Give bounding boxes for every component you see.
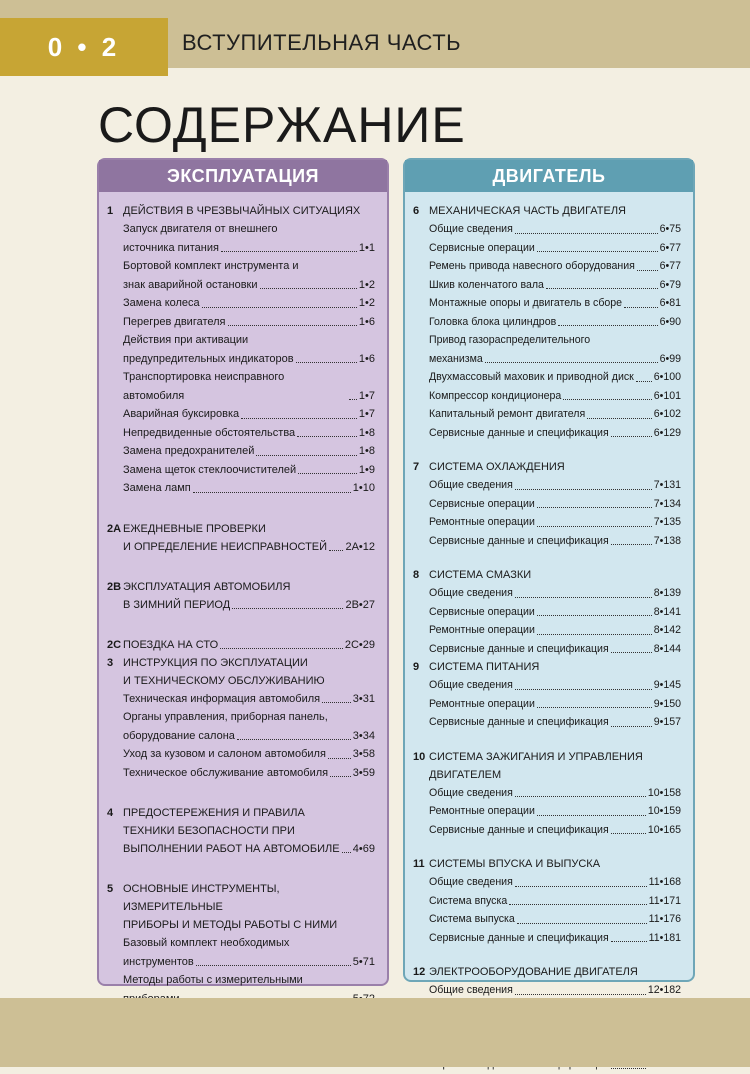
toc-section-1	[107, 202, 375, 498]
section-title: СИСТЕМА СМАЗКИ	[429, 569, 532, 581]
toc-entry[interactable]	[123, 239, 375, 258]
toc-section-8	[413, 566, 681, 658]
page-ref: 9•145	[653, 679, 681, 691]
dot-leader	[558, 325, 657, 326]
page-ref: 12•182	[647, 984, 681, 996]
page-ref: 7•135	[653, 516, 681, 528]
toc-entry[interactable]	[123, 276, 375, 295]
toc-entry-label: оборудование салона	[123, 729, 235, 742]
section-title-line: ОСНОВНЫЕ ИНСТРУМЕНТЫ, ИЗМЕРИТЕЛЬНЫЕ	[123, 883, 280, 913]
toc-entry-label: знак аварийной остановки	[123, 278, 258, 291]
page-ref: 2A•12	[345, 540, 375, 553]
toc-entry-label: Система выпуска	[429, 913, 515, 925]
toc-entry[interactable]	[429, 405, 681, 424]
panel-heading: ЭКСПЛУАТАЦИЯ	[99, 160, 387, 192]
dot-leader	[563, 399, 651, 400]
toc-entry-label: инструментов	[123, 955, 194, 968]
toc-panel-operation	[97, 158, 389, 986]
section-number: 2A	[107, 522, 122, 535]
toc-entry[interactable]	[429, 981, 681, 1000]
section-number: 12	[413, 966, 426, 978]
dot-leader	[636, 381, 652, 382]
toc-entry-label: Сервисные данные и спецификация	[429, 823, 609, 836]
toc-entry[interactable]	[123, 953, 375, 972]
section-title: ДЕЙСТВИЯ В ЧРЕЗВЫЧАЙНЫХ СИТУАЦИЯХ	[123, 205, 361, 217]
dot-leader	[193, 492, 351, 493]
toc-entry[interactable]	[123, 294, 375, 313]
page-ref: 6•100	[653, 371, 681, 383]
section-title-line: ЭКСПЛУАТАЦИЯ АВТОМОБИЛЯ	[123, 580, 291, 593]
toc-entry-label: Ремонтные операции	[429, 697, 535, 710]
toc-entry-label: Перегрев двигателя	[123, 315, 226, 328]
toc-entry[interactable]	[429, 910, 681, 929]
section-title-line: ПРЕДОСТЕРЕЖЕНИЯ И ПРАВИЛА	[123, 807, 305, 819]
toc-entry-label: Ремонтные операции	[429, 624, 535, 636]
dot-leader	[196, 965, 351, 966]
toc-section-9	[413, 658, 681, 732]
section-title-line: ЕЖЕДНЕВНЫЕ ПРОВЕРКИ	[123, 522, 266, 535]
toc-entry-label: Общие сведения	[429, 984, 513, 996]
page-ref: 1•9	[358, 463, 375, 476]
toc-section-2a[interactable]	[107, 520, 375, 556]
toc-entry-label: Техническое обслуживание автомобиля	[123, 766, 329, 779]
page-ref: 11•176	[648, 913, 681, 925]
page-ref: 9•150	[653, 697, 681, 710]
section-title: СИСТЕМЫ ВПУСКА И ВЫПУСКА	[429, 858, 601, 870]
dot-leader	[537, 707, 652, 708]
toc-entry-label: Общие сведения	[429, 679, 513, 691]
toc-entry[interactable]	[429, 892, 681, 911]
toc-entry-label: Общие сведения	[429, 876, 513, 888]
toc-entry[interactable]	[429, 929, 681, 948]
toc-entry-label: Общие сведения	[429, 223, 513, 235]
section-number: 7	[413, 461, 420, 473]
page-ref: 1•8	[358, 445, 375, 457]
section-title-line: СИСТЕМА ЗАЖИГАНИЯ И УПРАВЛЕНИЯ	[429, 750, 643, 763]
dot-leader	[260, 288, 357, 289]
page-ref: 10•165	[647, 823, 681, 836]
toc-entry[interactable]	[123, 350, 375, 369]
toc-entry-label: Привод газораспределительного	[429, 334, 591, 346]
section-title-line: ВЫПОЛНЕНИИ РАБОТ НА АВТОМОБИЛЕ	[123, 843, 340, 855]
page-ref: 6•101	[653, 389, 681, 402]
toc-section-2b[interactable]	[107, 578, 375, 614]
toc-entry-label: Двухмассовый маховик и приводной диск	[429, 371, 634, 383]
dot-leader	[515, 994, 646, 995]
page-ref: 6•79	[659, 278, 681, 291]
section-title-line: ДВИГАТЕЛЕМ	[429, 768, 502, 781]
page-ref: 1•6	[358, 352, 375, 365]
toc-entry-label: предупредительных индикаторов	[123, 352, 294, 365]
section-title-line: И ОПРЕДЕЛЕНИЕ НЕИСПРАВНОСТЕЙ	[123, 540, 328, 553]
toc-entry[interactable]	[429, 784, 681, 803]
toc-entry[interactable]	[429, 513, 681, 532]
toc-entry-label: Сервисные данные и спецификация	[429, 426, 609, 439]
section-number: 10	[413, 750, 426, 763]
dot-leader	[637, 270, 658, 271]
page-title: СОДЕРЖАНИЕ	[98, 97, 466, 153]
toc-entry[interactable]	[429, 532, 681, 551]
page-ref: 11•181	[648, 931, 681, 944]
toc-entry-label: Замена ламп	[123, 482, 191, 494]
dot-leader	[611, 544, 652, 545]
toc-entry[interactable]	[123, 368, 375, 405]
toc-entry[interactable]	[123, 764, 375, 783]
section-title: СИСТЕМА ОХЛАЖДЕНИЯ	[429, 461, 565, 473]
section-title: МЕХАНИЧЕСКАЯ ЧАСТЬ ДВИГАТЕЛЯ	[429, 205, 626, 217]
page-ref: 10•159	[647, 805, 681, 817]
dot-leader	[537, 615, 652, 616]
section-title-line: И ТЕХНИЧЕСКОМУ ОБСЛУЖИВАНИЮ	[123, 674, 325, 687]
dot-leader	[515, 489, 652, 490]
dot-leader	[537, 251, 658, 252]
section-title-line: В ЗИМНИЙ ПЕРИОД	[123, 598, 231, 611]
toc-entry-label: источника питания	[123, 241, 219, 254]
toc-entry[interactable]	[429, 368, 681, 387]
section-number: 2B	[107, 580, 122, 593]
page-ref: 7•134	[653, 497, 681, 510]
toc-entry-label: Общие сведения	[429, 786, 513, 799]
toc-entry-label: Компрессор кондиционера	[429, 389, 562, 402]
toc-entry-label: Капитальный ремонт двигателя	[429, 408, 586, 420]
toc-entry[interactable]	[123, 461, 375, 480]
toc-section-10	[413, 748, 681, 840]
toc-section-6	[413, 202, 681, 442]
footer-bar	[0, 998, 750, 1067]
section-number: 8	[413, 569, 420, 581]
dot-leader	[546, 288, 658, 289]
toc-entry-line	[123, 220, 375, 239]
page-ref: 6•99	[659, 352, 681, 365]
page-ref: 1•1	[358, 241, 375, 254]
page-ref: 9•157	[653, 716, 681, 728]
page-ref: 8•142	[653, 624, 681, 636]
dot-leader	[611, 833, 646, 834]
toc-section-4[interactable]	[107, 804, 375, 858]
toc-entry[interactable]	[429, 294, 681, 313]
toc-entry-label: Непредвиденные обстоятельства	[123, 426, 296, 439]
dot-leader	[515, 689, 652, 690]
page-ref: 1•2	[358, 278, 375, 291]
dot-leader	[624, 307, 658, 308]
section-number: 6	[413, 205, 420, 217]
toc-entry[interactable]	[429, 676, 681, 695]
page-ref: 1•10	[352, 482, 375, 494]
dot-leader	[298, 473, 357, 474]
section-number: 3	[107, 656, 114, 669]
page-ref: 6•75	[659, 223, 681, 235]
toc-entry-line	[123, 971, 375, 990]
toc-entry-label: Базовый комплект необходимых	[123, 937, 290, 949]
section-title-line: ПОЕЗДКА НА СТО	[123, 638, 219, 651]
toc-entry[interactable]	[429, 276, 681, 295]
toc-entry-label: Монтажные опоры и двигатель в сборе	[429, 297, 623, 309]
dot-leader	[611, 1068, 646, 1069]
toc-entry[interactable]	[123, 313, 375, 332]
page-ref: 8•141	[653, 605, 681, 618]
section-title: ВСТУПИТЕЛЬНАЯ ЧАСТЬ	[182, 30, 462, 55]
dot-leader	[256, 455, 357, 456]
toc-entry-label: Замена колеса	[123, 297, 200, 309]
toc-entry[interactable]	[123, 690, 375, 709]
page-number: 0 • 2	[0, 18, 168, 76]
page-ref: 8•144	[653, 642, 681, 655]
page-ref: 6•102	[653, 408, 681, 420]
toc-entry-label: Аварийная буксировка	[123, 408, 240, 420]
page-ref: 6•129	[653, 426, 681, 439]
toc-entry[interactable]	[429, 873, 681, 892]
toc-entry-label: Сервисные операции	[429, 241, 535, 254]
dot-leader	[537, 634, 652, 635]
toc-section-2c[interactable]	[107, 636, 375, 654]
toc-entry[interactable]	[429, 603, 681, 622]
dot-leader	[202, 307, 357, 308]
page-ref: 4•69	[352, 843, 375, 855]
toc-entry-label: Сервисные операции	[429, 605, 535, 618]
toc-panel-engine	[403, 158, 695, 996]
toc-entry[interactable]	[123, 745, 375, 764]
toc-entry[interactable]	[123, 424, 375, 443]
toc-entry-label: Методы работы с измерительными	[123, 974, 303, 986]
toc-entry[interactable]	[429, 257, 681, 276]
dot-leader	[485, 362, 658, 363]
toc-entry[interactable]	[429, 713, 681, 732]
toc-entry-label: Общие сведения	[429, 587, 513, 599]
toc-entry-label: Сервисные операции	[429, 497, 535, 510]
page-ref: 2B•27	[345, 598, 375, 611]
dot-leader	[241, 418, 357, 419]
toc-entry[interactable]	[123, 405, 375, 424]
dot-leader	[328, 758, 351, 759]
toc-entry-label: Замена предохранителей	[123, 445, 255, 457]
toc-entry-label: Запуск двигателя от внешнего	[123, 223, 278, 235]
section-number: 1	[107, 205, 114, 217]
toc-entry-label: Уход за кузовом и салоном автомобиля	[123, 748, 326, 760]
page-ref: 1•7	[358, 408, 375, 420]
dot-leader	[330, 776, 351, 777]
toc-section-7	[413, 458, 681, 550]
page-ref: 1•8	[358, 426, 375, 439]
section-number: 9	[413, 661, 420, 673]
toc-section-3	[107, 654, 375, 783]
page-ref: 6•81	[659, 297, 681, 309]
dot-leader	[221, 251, 357, 252]
toc-entry-label: Транспортировка неисправного автомобиля	[123, 371, 285, 402]
page-ref: 10•158	[647, 786, 681, 799]
toc-entry-label: Ремень привода навесного оборудования	[429, 260, 635, 272]
section-title-line: ТЕХНИКИ БЕЗОПАСНОСТИ ПРИ	[123, 825, 295, 837]
toc-entry-label: Техническая информация автомобиля	[123, 692, 321, 705]
toc-entry-label: Сервисные данные и спецификация	[429, 931, 609, 944]
toc-entry[interactable]	[429, 802, 681, 821]
page-ref: 6•90	[659, 315, 681, 328]
dot-leader	[515, 796, 646, 797]
toc-entry-label: Сервисные данные и спецификация	[429, 642, 609, 655]
toc-entry-label: Бортовой комплект инструмента и	[123, 260, 299, 272]
toc-entry[interactable]	[429, 695, 681, 714]
toc-entry[interactable]	[123, 479, 375, 498]
section-title-line: ПРИБОРЫ И МЕТОДЫ РАБОТЫ С НИМИ	[123, 919, 338, 931]
page-ref: 3•31	[352, 692, 375, 705]
toc-entry[interactable]	[429, 476, 681, 495]
page-ref: 3•34	[352, 729, 375, 742]
dot-leader	[296, 362, 357, 363]
toc-section-5	[107, 880, 375, 1008]
section-number: 4	[107, 807, 114, 819]
toc-entry-label: Сервисные данные и спецификация	[429, 534, 609, 547]
dot-leader	[237, 739, 351, 740]
toc-entry[interactable]	[123, 727, 375, 746]
toc-entry-label: Замена щеток стеклоочистителей	[123, 463, 297, 476]
toc-entry-line	[123, 708, 375, 727]
toc-entry-line	[429, 331, 681, 350]
section-title-line: ИНСТРУКЦИЯ ПО ЭКСПЛУАТАЦИИ	[123, 656, 308, 669]
toc-entry-line	[123, 934, 375, 953]
page-ref: 8•139	[653, 587, 681, 599]
page-ref: 1•2	[358, 297, 375, 309]
toc-entry[interactable]	[429, 350, 681, 369]
section-title: ЭЛЕКТРООБОРУДОВАНИЕ ДВИГАТЕЛЯ	[429, 966, 638, 978]
toc-entry[interactable]	[429, 220, 681, 239]
toc-section-11	[413, 855, 681, 947]
dot-leader	[587, 418, 652, 419]
page-ref: 5•71	[352, 955, 375, 968]
page-ref: 3•59	[352, 766, 375, 779]
dot-leader	[349, 399, 357, 400]
page-ref: 6•77	[659, 260, 681, 272]
dot-leader	[517, 923, 647, 924]
toc-entry-label: Головка блока цилиндров	[429, 315, 557, 328]
dot-leader	[537, 815, 646, 816]
dot-leader	[611, 652, 652, 653]
toc-entry[interactable]	[429, 495, 681, 514]
dot-leader	[322, 702, 351, 703]
page-ref: 2C•29	[344, 638, 375, 651]
dot-leader	[537, 526, 652, 527]
toc-entry-label: механизма	[429, 352, 483, 365]
dot-leader	[611, 436, 652, 437]
toc-entry[interactable]	[429, 584, 681, 603]
toc-entry-label: Органы управления, приборная панель,	[123, 711, 328, 723]
section-number: 2C	[107, 638, 122, 651]
page-ref: 11•171	[648, 894, 681, 907]
dot-leader	[297, 436, 357, 437]
toc-entry-line	[123, 331, 375, 350]
page-ref: 1•7	[358, 389, 375, 402]
toc-entry[interactable]	[429, 621, 681, 640]
dot-leader	[611, 726, 652, 727]
toc-entry-line	[123, 257, 375, 276]
toc-entry-label: Шкив коленчатого вала	[429, 278, 544, 291]
section-number: 11	[413, 858, 425, 870]
toc-entry[interactable]	[123, 442, 375, 461]
toc-entry[interactable]	[429, 239, 681, 258]
toc-entry-label: Действия при активации	[123, 334, 249, 346]
panel-heading: ДВИГАТЕЛЬ	[405, 160, 693, 192]
toc-entry[interactable]	[429, 313, 681, 332]
dot-leader	[611, 941, 647, 942]
page-ref: 7•131	[653, 479, 681, 491]
dot-leader	[228, 325, 357, 326]
page-ref: 11•168	[648, 876, 681, 888]
section-number: 5	[107, 883, 114, 895]
dot-leader	[537, 507, 652, 508]
toc-entry[interactable]	[429, 821, 681, 840]
dot-leader	[515, 886, 647, 887]
page-ref: 7•138	[653, 534, 681, 547]
toc-entry-label: Общие сведения	[429, 479, 513, 491]
section-title: СИСТЕМА ПИТАНИЯ	[429, 661, 540, 673]
page-ref: 6•77	[659, 241, 681, 254]
toc-entry-label: Ремонтные операции	[429, 805, 535, 817]
toc-entry[interactable]	[429, 387, 681, 406]
toc-entry[interactable]	[429, 424, 681, 443]
toc-entry-label: Сервисные данные и спецификация	[429, 716, 609, 728]
dot-leader	[515, 233, 658, 234]
dot-leader	[509, 904, 646, 905]
page-ref: 3•58	[352, 748, 375, 760]
toc-entry[interactable]	[429, 640, 681, 659]
toc-entry-label: Система впуска	[429, 894, 508, 907]
dot-leader	[515, 597, 652, 598]
toc-entry-label: Ремонтные операции	[429, 516, 535, 528]
page-ref: 1•6	[358, 315, 375, 328]
